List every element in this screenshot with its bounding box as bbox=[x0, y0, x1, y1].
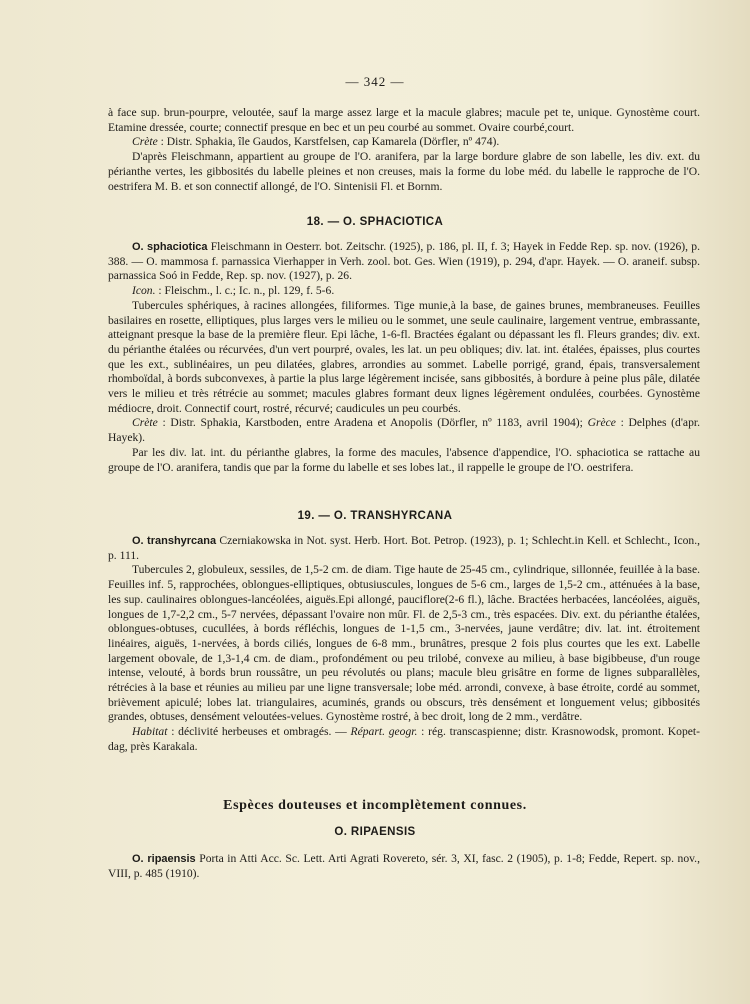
section-18-description: Tubercules sphériques, à racines allongées, filiformes. Tige munie,à la base, de gaines brunes, membraneuses. Feuilles basilaires en rosette, elliptiques, plus larges vers le milieu ou le sommet, une seule caulinaire, largement ventrue, embrassante, atteignant presque la base de la première fleur. Epi lâche, 1-6-fl. Bractées égalant ou dépassant les fl. Fleurs grandes; div. ext. du périanthe étalées ou récurvées, d'un vert pourpré, ovales, les lat. un peu obliques; div. lat. int. étalées, épaisses, plus courtes que les ext., sublinéaires, un peu dilatées, glabres, arrondies au sommet. Labelle porrigé, grand, épais, transversalement rhomboïdal, à bords subconvexes, à partie la plus large légèrement incisée, sans gibbosités, à bordure à peine plus pâle, dilatée vers le milieu et très rétrécie au sommet; macules glabres formant deux lignes légèrement ondulées, courbées. Gynostème médiocre, droit. Connectif court, rostré, récurvé; caudicules un peu courbés. bbox=[108, 298, 700, 415]
section-19-description: Tubercules 2, globuleux, sessiles, de 1,5-2 cm. de diam. Tige haute de 25-45 cm., cylindrique, sillonnée, feuillée à la base. Feuilles inf. 5, rapprochées, oblongues-elliptiques, obtusiuscules, longues de 5-6 cm., larges de 1,5-2 cm., atténuées à la base, les sup. caulinaires oblongues-lancéolées, aiguës.Epi allongé, pauciflore(2-6 fl.), lâche. Bractées herbacées, lancéolées, aiguës, longues de 1,7-2,2 cm., 5-7 nervées, dépassant l'ovaire non mûr. Fl. de 2,5-3 cm., très espacées. Div. ext. du périanthe étalées, oblongues-obtuses, cucullées, à bords réfléchis, longues de 1-1,5 cm., 3-nervées, jaune verdâtre; div. lat. int. étroitement linéaires, aiguës, 1-nervées, à bords ciliés, longues de 6-8 mm., brunâtres, presque 2 fois plus courtes que les ext. Labelle largement obovale, de 1,3-1,4 cm. de diam., profondément ou peu trilobé, convexe au milieu, à base bigibbeuse, d'un rouge intense, velouté, à bords brun roussâtre, un peu révolutés ou plans; macule bleu grisâtre en forme de lignes subparallèles, rétrécies à la base et réunies au milieu par une ligne transversale; lobe méd. arrondi, convexe, à base étroite, cordé au sommet, brièvement apiculé; lobes lat. triangulaires, acuminés, grands ou obscurs, très densément et longuement velus; gibbosités grandes, obtuses, densément veloutées-velues. Gynostème rostré, à bec droit, long de 2 mm., verdâtre. bbox=[108, 563, 700, 724]
section-19-habitat-text: : déclivité herbeuses et ombragés. — bbox=[171, 725, 347, 739]
section-19-heading: 19. — O. TRANSHYRCANA bbox=[297, 510, 453, 522]
ripaensis-heading: O. RIPAENSIS bbox=[334, 826, 416, 838]
section-19-habitat-label: Habitat bbox=[132, 725, 168, 739]
section-18-synonymy-text: Fleischmann in Oesterr. bot. Zeitschr. (1925), p. 186, pl. II, f. 3; Hayek in Fedde Rep. sp. nov. (1926), p. 388. — O. mammosa f. parnassica Vierhapper in Verh. zool. bot. Ges. Wien (1919), p. 294, d'apr. Hayek. — O. araneif. subsp. parnassica Soó in Fedde, Rep. sp. nov. (1927), p. 26. bbox=[108, 240, 700, 283]
section-19-name: O. transhyrcana bbox=[132, 535, 217, 547]
section-18-heading: 18. — O. SPHACIOTICA bbox=[306, 216, 444, 228]
section-19-body bbox=[108, 534, 700, 755]
section-18-remark: Par les div. lat. int. du périanthe glabres, la forme des macules, l'absence d'appendice, l'O. sphaciotica se rattache au groupe de l'O. aranifera, tandis que par la forme du labelle et ses lobes lat., il rappelle le groupe de l'O. oestrifera. bbox=[108, 445, 700, 474]
section-19-habitat bbox=[108, 725, 700, 754]
ripaensis-name: O. ripaensis bbox=[132, 853, 196, 865]
page-number: — 342 — bbox=[345, 74, 405, 89]
section-18-grece-text: : Delphes (d'apr. Hayek). bbox=[108, 416, 700, 445]
section-18-icon-text: : Fleischm., l. c.; Ic. n., pl. 129, f. 5-6. bbox=[158, 284, 335, 298]
intro-block bbox=[108, 106, 700, 194]
section-18-grece-label: Grèce bbox=[587, 416, 616, 430]
doubtful-species-heading: Espèces douteuses et incomplètement connues. bbox=[223, 798, 527, 813]
section-18-crete-text: : Distr. Sphakia, Karstboden, entre Aradena et Anopolis (Dörfler, nº 1183, avril 1904); bbox=[162, 416, 583, 430]
section-18-locality bbox=[108, 416, 700, 445]
ripaensis-synonymy bbox=[108, 852, 700, 881]
section-19-synonymy bbox=[108, 534, 700, 563]
intro-description: à face sup. brun-pourpre, veloutée, sauf la marge assez large et la macule glabres; macule pet te, unique. Gynostème court. Etamine dressée, courte; connectif presque en bec et un peu courbé au sommet. Ovaire courbé,court. bbox=[108, 106, 700, 134]
section-19-repart-text: : rég. transcaspienne; distr. Krasnowodsk, promont. Kopet-dag, près Karakala. bbox=[108, 725, 701, 753]
section-19-synonymy-text: Czerniakowska in Not. syst. Herb. Hort. Bot. Petrop. (1923), p. 1; Schlecht.in Kell. et Schlecht., Icon., p. 111. bbox=[108, 534, 700, 562]
section-18-synonymy bbox=[108, 240, 700, 284]
intro-locality bbox=[108, 135, 700, 150]
ripaensis-synonymy-text: Porta in Atti Acc. Sc. Lett. Arti Agrati Rovereto, sér. 3, XI, fasc. 2 (1905), p. 1-8; Fedde, Repert. sp. nov., VIII, p. 485 (1910). bbox=[108, 852, 700, 880]
section-18-body bbox=[108, 240, 700, 475]
section-18-crete-label: Crète bbox=[132, 416, 158, 430]
section-19-repart-label: Répart. geogr. bbox=[350, 725, 418, 739]
intro-crete-label: Crète bbox=[132, 135, 158, 149]
intro-crete-text: : Distr. Sphakia, île Gaudos, Karstfelsen, cap Kamarela (Dörfler, nº 474). bbox=[160, 135, 500, 149]
section-18-icon bbox=[108, 284, 700, 299]
intro-remark: D'après Fleischmann, appartient au groupe de l'O. aranifera, par la large bordure glabre de son labelle, les div. ext. du périanthe vertes, les gibbosités du labelle pleines et non creuses, mais la forme du lobe méd. du labelle le rapproche de l'O. oestrifera M. B. et son connectif allongé, de l'O. Sintenisii Fl. et Bornm. bbox=[108, 150, 700, 193]
section-18-icon-label: Icon. bbox=[132, 284, 156, 298]
ripaensis-body bbox=[108, 852, 700, 881]
section-18-name: O. sphaciotica bbox=[132, 241, 208, 253]
